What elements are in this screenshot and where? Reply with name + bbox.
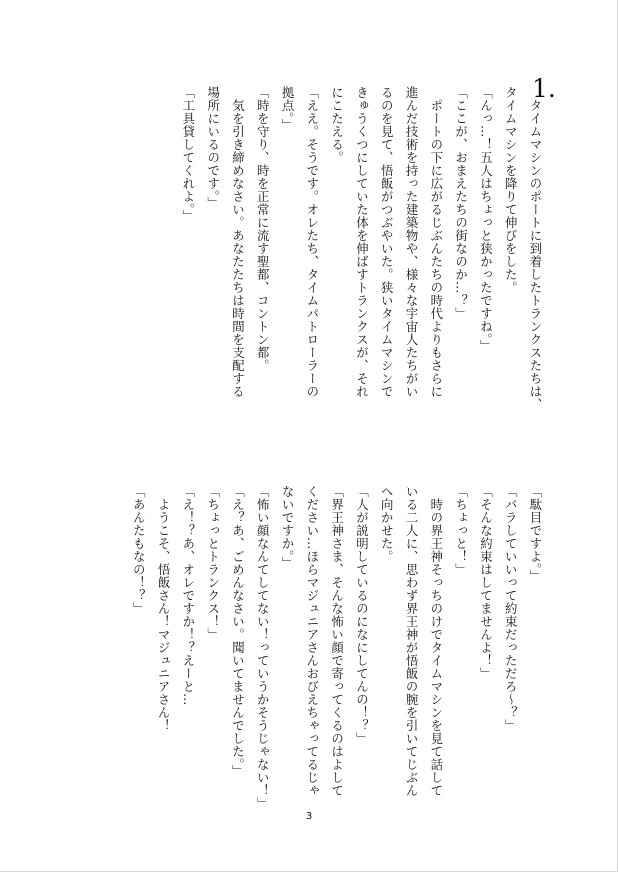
text-line: 「ちょっと！」 xyxy=(453,485,469,576)
text-line: 「工具貸してくれよ。」 xyxy=(180,86,196,223)
page-number: 3 xyxy=(305,811,313,822)
text-line: 「時を守り、時を正常に流す聖都、コントン都。 xyxy=(255,86,271,372)
text-line: 「ちょっとトランクス！」 xyxy=(205,485,221,641)
text-line: タイムマシンを降りて伸びをした。 xyxy=(503,86,519,294)
text-line: 「怖い顔なんてしてない！っていうかそうじゃない！」 xyxy=(255,485,271,810)
text-line: 気を引き締めなさい。あなたたちは時間を支配する xyxy=(230,86,246,398)
text-line: るのを見て、悟飯がつぶやいた。狭いタイムマシンで xyxy=(379,86,395,398)
upper-text-block xyxy=(175,86,547,446)
text-line: ポートの下に広がるじぶんたちの時代よりもさらに xyxy=(428,86,444,398)
text-line: ないですか。」 xyxy=(280,485,296,570)
text-line: ようこそ、悟飯さん！マジュニアさん！ xyxy=(156,485,172,732)
lower-text-block xyxy=(125,485,547,820)
text-line: 「バラしていいって約束だっただろ～？」 xyxy=(503,485,519,732)
text-line: にこたえる。 xyxy=(329,86,345,164)
text-line: 「界王神さま、そんな怖い顔で寄ってくるのはよして xyxy=(329,485,345,797)
text-line: 「え！？あ、オレですか！？えーと… xyxy=(180,485,196,706)
chapter-number: 1. xyxy=(532,74,556,103)
text-line: 「人が説明しているのになにしてんの！？」 xyxy=(354,485,370,745)
text-line: 場所にいるのです。」 xyxy=(205,86,221,210)
text-line: 進んだ技術を持った建築物や、様々な宇宙人たちがい xyxy=(404,86,420,398)
text-line: 「あんたもなの！？」 xyxy=(131,485,147,615)
text-line: 時の界王神そっちのけでタイムマシンを見て話して xyxy=(428,485,444,797)
text-line: きゅうくつにしていた体を伸ばすトランクスが、それ xyxy=(354,86,370,398)
text-line: 拠点。」 xyxy=(280,86,296,132)
text-line: 「そんな約束はしてませんよ！」 xyxy=(478,485,494,680)
text-line: タイムマシンのポートに到着したトランクスたちは、 xyxy=(528,86,543,411)
text-line: 「え？あ、ごめんなさい。聞いてませんでした。」 xyxy=(230,485,246,778)
text-line: ください…ほらマジュニアさんおびえちゃってるじゃ xyxy=(304,485,320,797)
text-line: 「ここが、おまえたちの街なのか…？」 xyxy=(453,86,469,320)
text-line: 「んっ…！五人はちょっと狭かったですね。」 xyxy=(478,86,494,353)
text-line: へ向かせた。 xyxy=(379,485,395,563)
text-line: 「駄目ですよ。」 xyxy=(528,485,543,583)
text-line: いる二人に、思わず界王神が悟飯の腕を引いてじぶん xyxy=(404,485,420,797)
text-line: 「ええ。そうです。オレたち、タイムパトローラーの xyxy=(304,86,320,398)
